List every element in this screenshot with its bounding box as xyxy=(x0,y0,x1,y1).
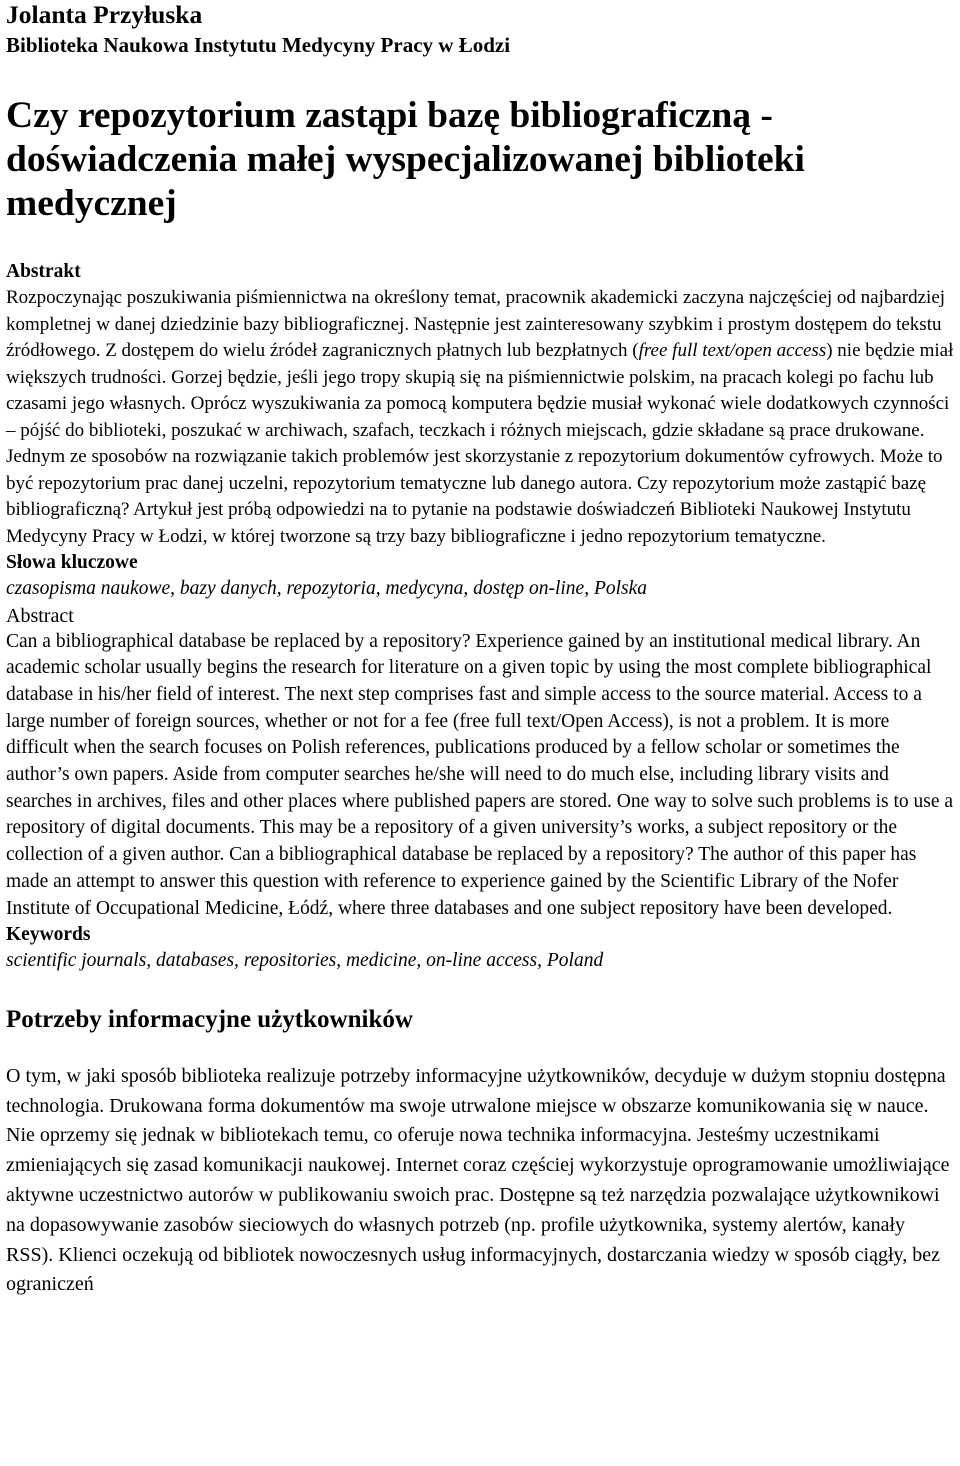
abstract-en-text: Can a bibliographical database be replaced by a repository? Experience gained by an institutional medical library. An academic scholar usually begins the research for literature on a given topic by using the most complete bibliographical database in his/her field of interest. The next step comprises fast and simple access to the source material. Access to a large number of foreign sources, whether or not for a fee (free full text/Open Access), is not a problem. It is more difficult when the search focuses on Polish references, publications produced by a fellow scholar or sometimes the author’s own papers. Aside from computer searches he/she will need to do much else, including library visits and searches in archives, files and other places where published papers are stored. One way to solve such problems is to use a repository of digital documents. This may be a repository of a given university’s works, a subject repository or the collection of a given author. Can a bibliographical database be replaced by a repository? The author of this paper has made an attempt to answer this question with reference to experience gained by the Scientific Library of the Nofer Institute of Occupational Medicine, Łódź, where three databases and one subject repository have been developed. xyxy=(6,630,954,919)
keywords-en-heading: Keywords xyxy=(6,924,91,946)
author-affiliation: Biblioteka Naukowa Instytutu Medycyny Pracy w Łodzi xyxy=(6,33,511,57)
spacer xyxy=(6,226,956,259)
abstract-pl-italic: free full text/open access xyxy=(638,340,827,361)
keywords-en-text: scientific journals, databases, repositories, medicine, on-line access, Poland xyxy=(6,950,604,972)
spacer xyxy=(6,975,956,1005)
paper-title: Czy repozytorium zastąpi bazę bibliograficzną - doświadczenia małej wyspecjalizowanej biblioteki medycznej xyxy=(6,95,805,224)
abstract-en-heading: Abstract xyxy=(6,604,74,627)
keywords-pl-text: czasopisma naukowe, bazy danych, repozytoria, medycyna, dostęp on-line, Polska xyxy=(6,578,648,599)
spacer xyxy=(6,1035,956,1062)
abstract-pl-part1: Rozpoczynając poszukiwania piśmiennictwa na określony temat, pracownik akademicki zaczyna najczęściej od najbardziej kompletnej w danej dziedzinie bazy bibliograficznej. Następnie jest zainteresowany szybkim i prostym dostępem do tekstu źródłowego. Z dostępem do wielu źródeł zagranicznych płatnych lub bezpłatnych ( xyxy=(6,287,946,361)
keywords-pl-heading: Słowa kluczowe xyxy=(6,552,138,573)
abstract-pl-text xyxy=(6,285,956,550)
abstract-pl-heading: Abstrakt xyxy=(6,261,81,282)
document-page xyxy=(6,0,956,1300)
author-name: Jolanta Przyłuska xyxy=(6,0,203,29)
section-heading: Potrzeby informacyjne użytkowników xyxy=(6,1005,413,1033)
section-body-text: O tym, w jaki sposób biblioteka realizuje potrzeby informacyjne użytkowników, decyduje w dużym stopniu dostępna technologia. Drukowana forma dokumentów ma swoje utrwalone miejsce w obszarze komunikowania się w nauce. Nie oprzemy się jednak w bibliotekach temu, co oferuje nowa technika informacyjna. Jesteśmy uczestnikami zmieniających się zasad komunikacji naukowej. Internet coraz częściej wykorzystuje oprogramowanie umożliwiające aktywne uczestnictwo autorów w publikowaniu swoich prac. Dostępne są też narzędzia pozwalające użytkownikowi na dopasowywanie zasobów sieciowych do własnych potrzeb (np. profile użytkownika, systemy alertów, kanały RSS). Klienci oczekują od bibliotek nowoczesnych usług informacyjnych, dostarczania wiedzy w sposób ciągły, bez ograniczeń xyxy=(6,1064,950,1296)
abstract-pl-part2: ) nie będzie miał większych trudności. Gorzej będzie, jeśli jego tropy skupią się na piśmiennictwie polskim, na pracach kolegi po fachu lub czasami jego własnych. Oprócz wyszukiwania za pomocą komputera będzie musiał wykonać wiele dodatkowych czynności – pójść do biblioteki, poszukać w archiwach, szafach, teczkach i różnych miejscach, gdzie składane są prace drukowane. Jednym ze sposobów na rozwiązanie takich problemów jest skorzystanie z repozytorium dokumentów cyfrowych. Może to być repozytorium prac danej uczelni, repozytorium tematyczne lub danego autora. Czy repozytorium może zastąpić bazę bibliograficzną? Artykuł jest próbą odpowiedzi na to pytanie na podstawie doświadczeń Biblioteki Naukowej Instytutu Medycyny Pracy w Łodzi, w której tworzone są trzy bazy bibliograficzne i jedno repozytorium tematyczne. xyxy=(6,340,954,547)
